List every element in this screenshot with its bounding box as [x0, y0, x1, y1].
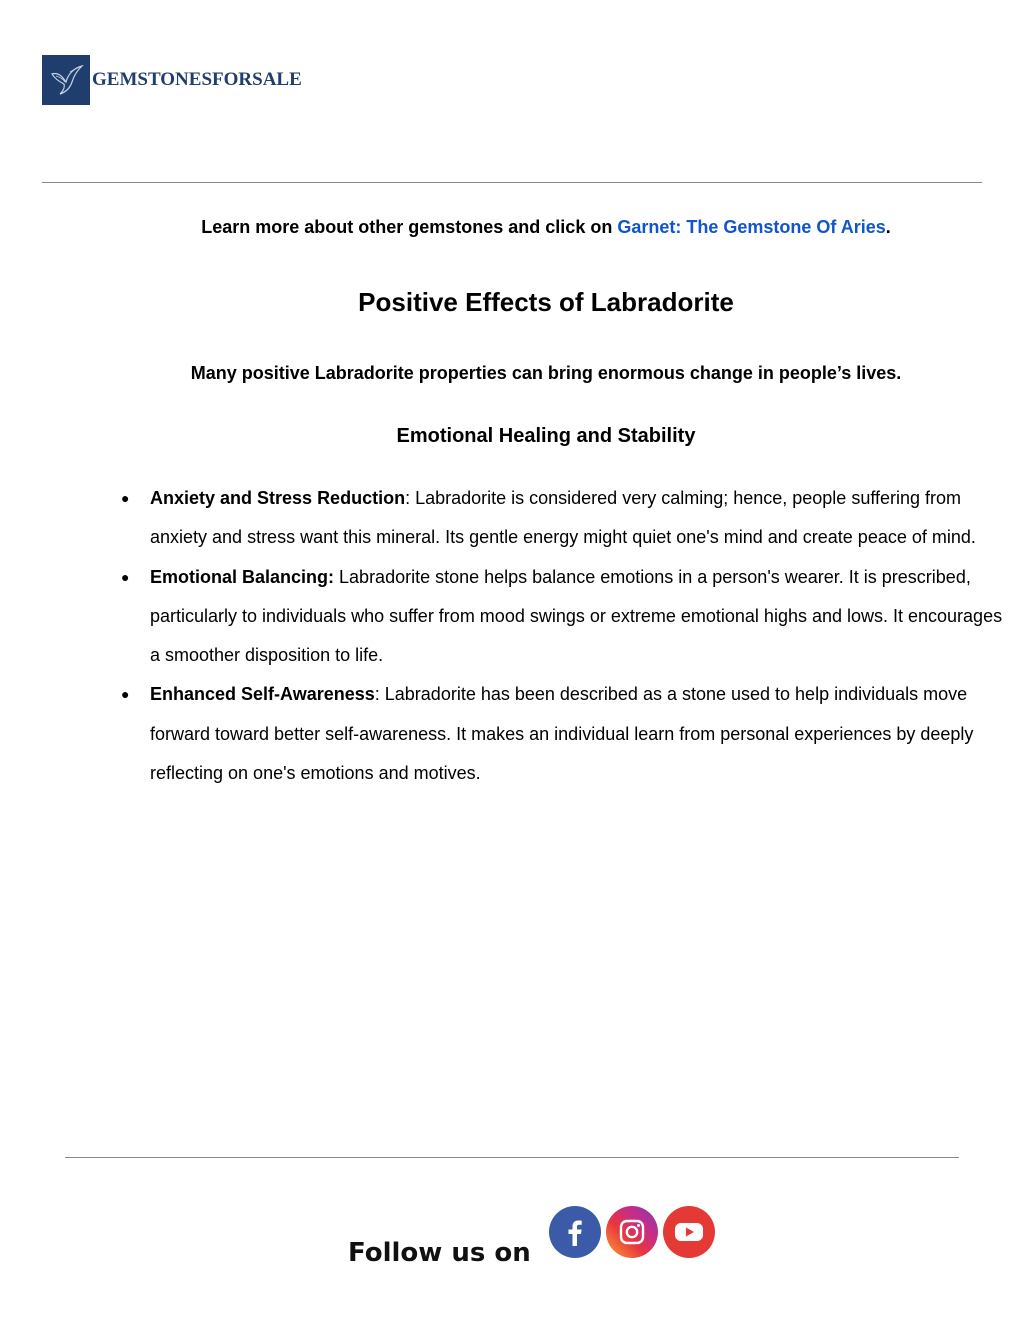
list-item: [121, 675, 1010, 793]
bullet-icon: ●: [121, 490, 130, 506]
intro-period: .: [885, 217, 891, 237]
lead-paragraph: Many positive Labradorite properties can bring enormous change in people’s lives.: [190, 363, 902, 383]
intro-line: [0, 217, 1024, 238]
top-divider: [42, 182, 982, 183]
facebook-icon[interactable]: [549, 1206, 601, 1258]
bullet-text: : Labradorite has been described as a stone used to help individuals move forward toward better self-awareness. It makes an individual learn from personal experiences by deeply reflecting on one's emotions and motives.: [150, 684, 974, 784]
bullet-term: Emotional Balancing:: [150, 566, 335, 587]
section-heading: Emotional Healing and Stability: [396, 425, 696, 447]
follow-us-label: Follow us on: [348, 1238, 531, 1268]
garnet-link[interactable]: Garnet: The Gemstone Of Aries: [617, 217, 886, 237]
list-item: [121, 558, 1010, 676]
bullet-text: : Labradorite is considered very calming; hence, people suffering from anxiety and stress want this mineral. Its gentle energy might quiet one's mind and create peace of mind.: [150, 488, 976, 548]
intro-text: Learn more about other gemstones and click on: [201, 217, 618, 237]
brand-logo[interactable]: [42, 55, 302, 105]
benefits-list: [121, 479, 1010, 793]
logo-text: GEMSTONESFORSALE: [92, 69, 302, 90]
bullet-icon: ●: [121, 568, 130, 585]
youtube-icon[interactable]: [663, 1206, 715, 1258]
bullet-term: Anxiety and Stress Reduction: [150, 488, 406, 508]
page-title: Positive Effects of Labradorite: [358, 287, 734, 317]
bird-logo-icon: [42, 55, 90, 105]
follow-us-bar: [348, 1216, 720, 1268]
bullet-icon: ●: [121, 686, 130, 703]
instagram-icon[interactable]: [606, 1206, 658, 1258]
bullet-text: Labradorite stone helps balance emotions in a person's wearer. It is prescribed, particularly to individuals who suffer from mood swings or extreme emotional highs and lows. It encourages a smoother disposition to life.: [150, 566, 1003, 666]
list-item: [121, 479, 1010, 558]
bottom-divider: [65, 1157, 959, 1158]
bullet-term: Enhanced Self-Awareness: [150, 684, 375, 705]
